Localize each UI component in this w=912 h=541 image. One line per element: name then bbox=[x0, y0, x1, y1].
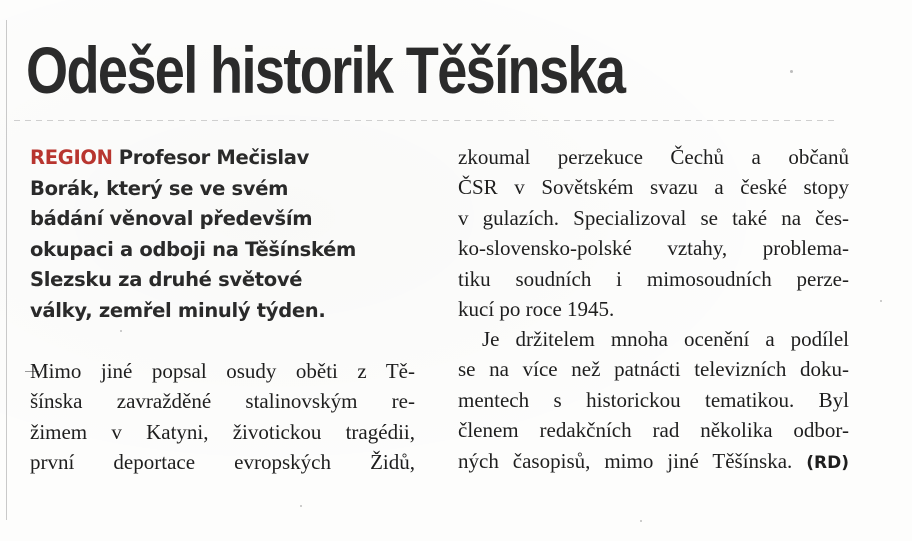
body-line: žimem v Katyni, životickou tragédii, bbox=[30, 419, 415, 444]
print-speck bbox=[300, 505, 302, 507]
body-line: kucí po roce 1945. bbox=[458, 297, 615, 322]
headline-divider bbox=[14, 120, 834, 121]
lead-line: okupaci a odboji na Těšínském bbox=[30, 237, 357, 261]
body-line: v gulazích. Specializoval se také na čes- bbox=[458, 205, 849, 230]
body-line: první deportace evropských Židů, bbox=[30, 450, 415, 475]
headline: Odešel historik Těšínska bbox=[26, 33, 625, 107]
lead-line: války, zemřel minulý týden. bbox=[30, 298, 326, 322]
body-text-left-column bbox=[30, 356, 415, 478]
body-line: se na více než patnácti televizních doku- bbox=[458, 357, 849, 382]
body-line: členem redakčních rad několika odbor- bbox=[458, 418, 849, 443]
lead-line: REGION Profesor Mečislav bbox=[30, 146, 310, 169]
print-speck bbox=[640, 520, 642, 522]
body-line: mentech s historickou tematikou. Byl bbox=[458, 387, 849, 412]
body-line: tiku soudních i mimosoudních perze- bbox=[458, 266, 849, 291]
print-speck bbox=[790, 70, 793, 73]
print-speck bbox=[120, 330, 122, 332]
body-text-right-paragraph-1 bbox=[458, 142, 849, 324]
body-line: ných časopisů, mimo jiné Těšínska. (RD) bbox=[458, 448, 849, 473]
lead-line: Slezsku za druhé světové bbox=[30, 268, 303, 291]
body-line: Mimo jiné popsal osudy oběti z Tě- bbox=[30, 359, 415, 383]
region-label: REGION bbox=[30, 146, 113, 169]
body-line: Je držitelem mnoha ocenění a podílel bbox=[482, 327, 849, 351]
print-speck bbox=[880, 300, 882, 302]
body-line: ko-slovensko-polské vztahy, problema- bbox=[458, 236, 849, 261]
lead-line: Borák, který se ve svém bbox=[30, 176, 289, 200]
author-initials: (RD) bbox=[806, 452, 849, 473]
body-line: ČSR v Sovětském svazu a české stopy bbox=[458, 175, 849, 200]
column-rule bbox=[6, 20, 7, 520]
lead-paragraph bbox=[30, 143, 440, 326]
body-text-right-paragraph-2 bbox=[458, 324, 849, 478]
lead-line: bádání věnoval především bbox=[30, 207, 313, 230]
body-line: zkoumal perzekuce Čechů a občanů bbox=[458, 145, 849, 169]
body-line: šínska zavražděné stalinovským re- bbox=[30, 389, 415, 414]
